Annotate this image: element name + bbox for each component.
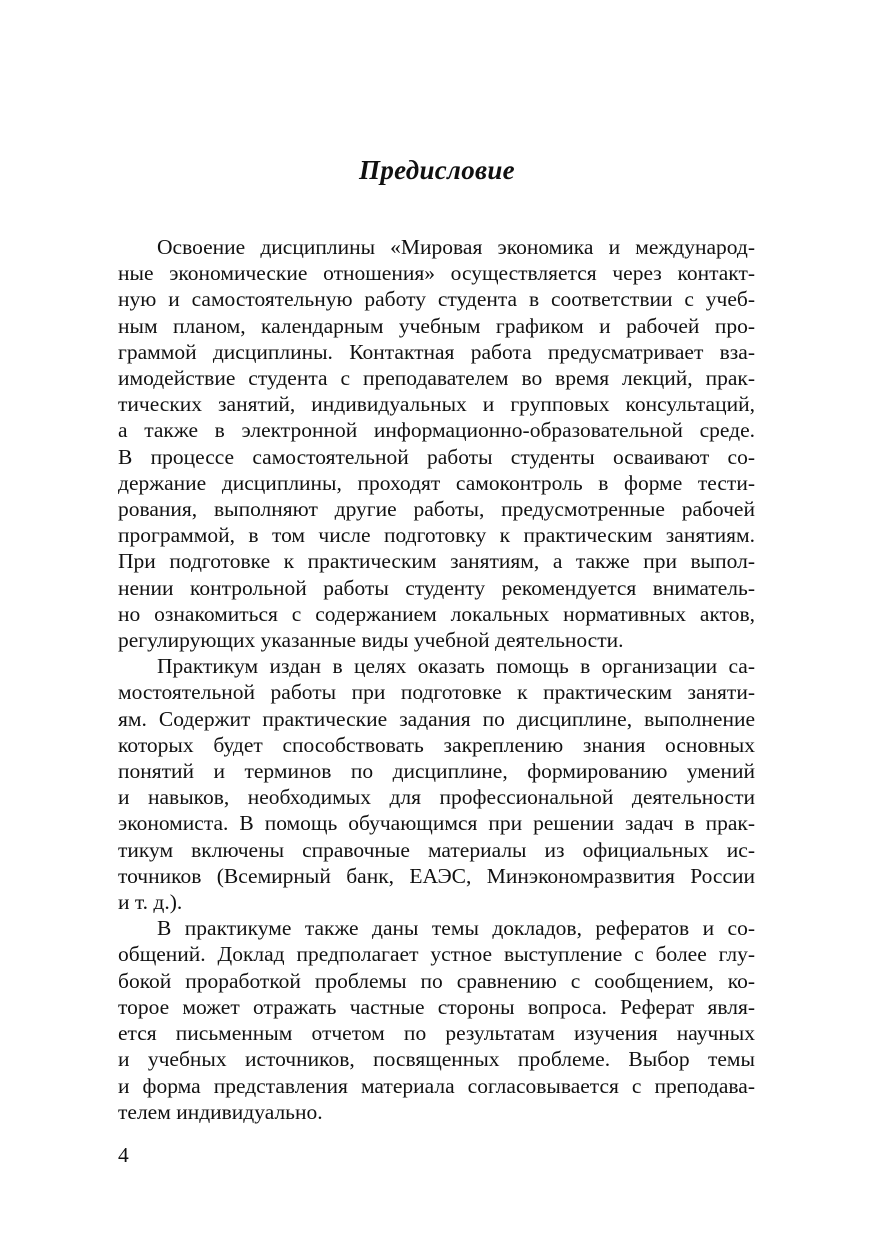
- text-line: общений. Доклад предполагает устное выступление с более глу-: [118, 942, 755, 967]
- text-line: При подготовке к практическим занятиям, а также при выпол-: [118, 549, 755, 574]
- text-line: которых будет способствовать закреплению знания основных: [118, 732, 755, 757]
- text-line: граммой дисциплины. Контактная работа предусматривает вза-: [118, 339, 755, 364]
- text-line: телем индивидуально.: [118, 1099, 323, 1124]
- text-line: тикум включены справочные материалы из официальных ис-: [118, 837, 755, 862]
- text-line: а также в электронной информационно-образовательной среде.: [118, 418, 755, 443]
- text-line: тических занятий, индивидуальных и групповых консультаций,: [118, 392, 755, 417]
- paragraph-1: [118, 234, 755, 653]
- text-line: точников (Всемирный банк, ЕАЭС, Минэкономразвития России: [118, 863, 755, 888]
- text-line: но ознакомиться с содержанием локальных нормативных актов,: [118, 601, 755, 626]
- text-line: и навыков, необходимых для профессиональной деятельности: [118, 785, 755, 810]
- text-line: В процессе самостоятельной работы студенты осваивают со-: [118, 444, 755, 469]
- text-line: ные экономические отношения» осуществляется через контакт-: [118, 261, 755, 286]
- text-line: и форма представления материала согласовывается с преподава-: [118, 1073, 755, 1098]
- text-line: ным планом, календарным учебным графиком и рабочей про-: [118, 313, 755, 338]
- text-line: мостоятельной работы при подготовке к практическим заняти-: [118, 680, 755, 705]
- text-line: экономиста. В помощь обучающимся при решении задач в прак-: [118, 811, 755, 836]
- text-line: ется письменным отчетом по результатам изучения научных: [118, 1021, 755, 1046]
- paragraph-3: [118, 915, 755, 1125]
- text-line: и учебных источников, посвященных проблеме. Выбор темы: [118, 1047, 755, 1072]
- page-number: 4: [118, 1143, 129, 1167]
- text-line: рования, выполняют другие работы, предусмотренные рабочей: [118, 497, 755, 522]
- text-line: ям. Содержит практические задания по дисциплине, выполнение: [118, 706, 755, 731]
- text-line: держание дисциплины, проходят самоконтроль в форме тести-: [118, 470, 755, 495]
- text-line: и т. д.).: [118, 890, 183, 915]
- text-line: ную и самостоятельную работу студента в соответствии с учеб-: [118, 287, 755, 312]
- text-line: Практикум издан в целях оказать помощь в организации са-: [157, 654, 755, 679]
- paragraph-2: [118, 653, 755, 915]
- body-text: [118, 234, 755, 1125]
- text-line: бокой проработкой проблемы по сравнению с сообщением, ко-: [118, 968, 755, 993]
- text-line: программой, в том числе подготовку к практическим занятиям.: [118, 523, 755, 548]
- text-line: торое может отражать частные стороны вопроса. Реферат явля-: [118, 994, 755, 1019]
- text-line: нении контрольной работы студенту рекомендуется вниматель-: [118, 575, 755, 600]
- page-title: Предисловие: [359, 155, 515, 185]
- text-line: имодействие студента с преподавателем во время лекций, прак-: [118, 366, 755, 391]
- text-line: регулирующих указанные виды учебной деятельности.: [118, 628, 624, 653]
- text-line: Освоение дисциплины «Мировая экономика и международ-: [157, 235, 755, 259]
- text-line: понятий и терминов по дисциплине, формированию умений: [118, 759, 755, 784]
- text-line: В практикуме также даны темы докладов, рефератов и со-: [157, 916, 755, 941]
